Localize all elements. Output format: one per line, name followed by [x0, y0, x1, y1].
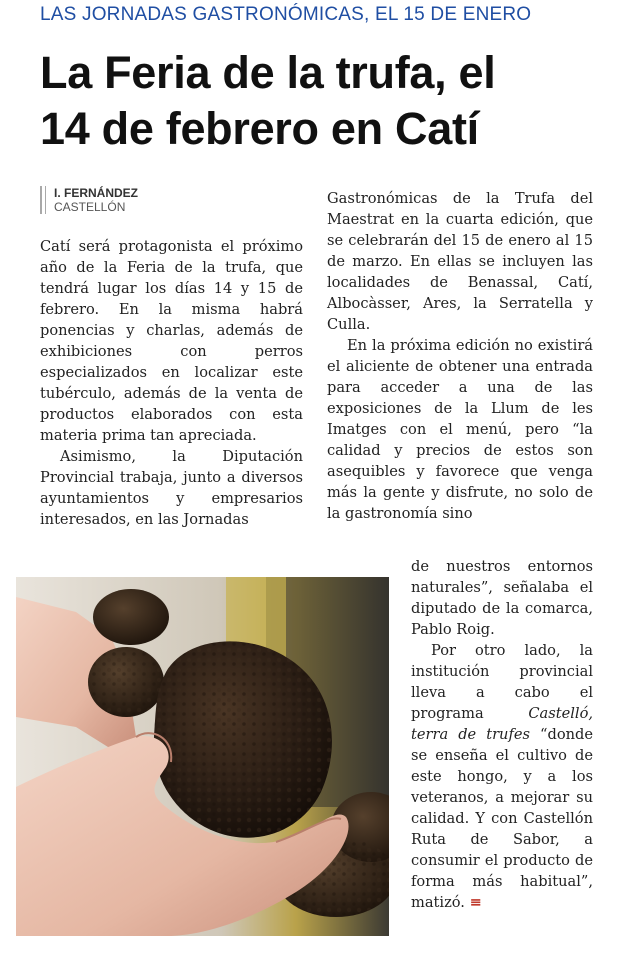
byline-location: CASTELLÓN: [54, 200, 126, 214]
paragraph-3-continued: de nuestros entornos naturales”, señalaba el diputado de la comarca, Pablo Roig.: [411, 558, 593, 638]
article-column-2: [327, 188, 593, 524]
paragraph-2-continued: Gastronómicas de la Trufa del Maestrat en la cuarta edición, que se celebrarán del 15 de enero al 15 de marzo. En ellas se incluyen las localidades de Benassal, Catí, Albocàsser, Ares, la Serratella y Culla.: [327, 190, 593, 333]
kicker: LAS JORNADAS GASTRONÓMICAS, EL 15 DE ENERO: [40, 4, 532, 25]
headline-line-2: 14 de febrero en Catí: [40, 103, 479, 154]
headline-line-1: La Feria de la trufa, el: [40, 47, 496, 98]
article-column-3-lower: [411, 556, 593, 913]
truffle-photo-image: [16, 577, 389, 936]
paragraph-1: Catí será protagonista el próximo año de la Feria de la trufa, que tendrá lugar los días 14 y 15 de febrero. En la misma habrá ponencias y charlas, además de exhibiciones con perros especializados en localizar este tubérculo, además de la venta de productos elaborados con esta materia prima tan apreciada.: [40, 238, 303, 444]
paragraph-2-start: Asimismo, la Diputación Provincial trabaja, junto a diversos ayuntamientos y empresarios interesados, en las Jornadas: [40, 448, 303, 528]
paragraph-4-start: Por otro lado, la institución provincial lleva a cabo el programa: [411, 642, 593, 722]
paragraph-4: [411, 640, 593, 913]
paragraph-3-start: En la próxima edición no existirá el aliciente de obtener una entrada para acceder a una de las exposiciones de la Llum de les Imatges con el menú, pero “la calidad y precios de estos son asequibles y favorece que venga más la gente y disfrute, no solo de la gastronomía sino: [327, 337, 593, 522]
byline-author: I. FERNÁNDEZ: [54, 186, 138, 200]
paragraph-4-end: “donde se enseña el cultivo de este hongo, y a los veteranos, a mejorar su calidad. Y con Castellón Ruta de Sabor, a consumir el producto de forma más habitual”, matizó.: [411, 726, 593, 911]
end-mark-icon: ≡: [469, 894, 482, 911]
program-name: Castelló, terra de trufes: [411, 705, 593, 743]
truffle-photo: [16, 577, 389, 936]
byline: [40, 186, 138, 214]
article-column-1: [40, 236, 303, 530]
headline: [40, 45, 610, 157]
